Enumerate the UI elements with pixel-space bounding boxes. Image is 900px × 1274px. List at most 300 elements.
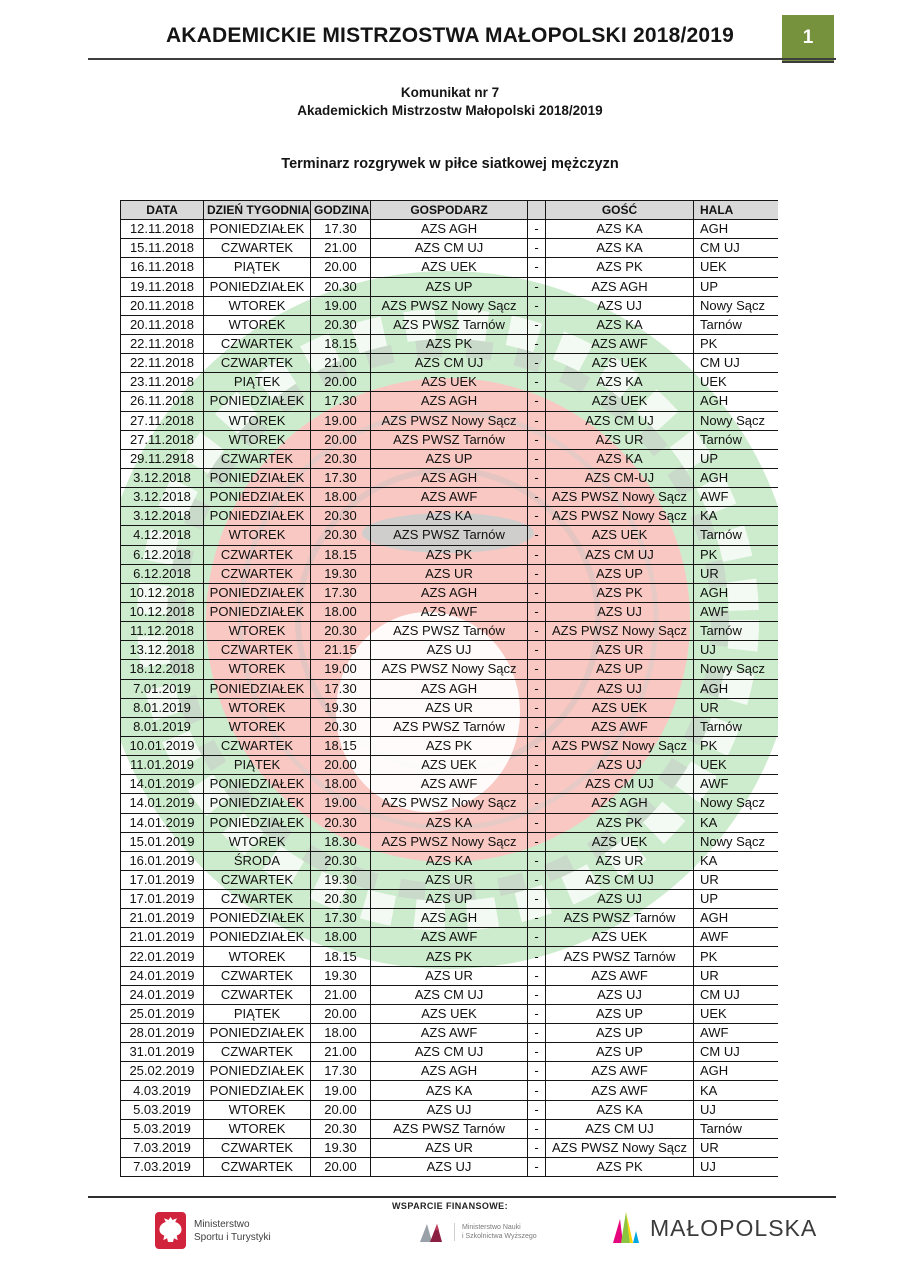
host-cell: AZS PK [371,947,528,966]
subtitle-line-2: Akademickich Mistrzostw Małopolski 2018/2019 [297,103,603,118]
table-row [121,966,779,985]
hall-cell: AGH [694,220,779,239]
day-cell: WTOREK [204,1119,311,1138]
poland-eagle-icon [155,1212,186,1249]
table-row [121,296,779,315]
date-cell: 16.11.2018 [121,258,204,277]
time-cell: 20.00 [311,373,371,392]
time-cell: 18.15 [311,947,371,966]
hall-cell: UR [694,564,779,583]
hall-cell: AGH [694,679,779,698]
guest-cell: AZS AWF [546,1062,694,1081]
host-cell: AZS UEK [371,756,528,775]
guest-cell: AZS UJ [546,985,694,1004]
separator-cell: - [528,890,546,909]
table-row [121,411,779,430]
hall-cell: UR [694,1138,779,1157]
time-cell: 20.30 [311,622,371,641]
time-cell: 19.30 [311,966,371,985]
table-row [121,832,779,851]
separator-cell: - [528,526,546,545]
date-cell: 20.11.2018 [121,296,204,315]
guest-cell: AZS UP [546,564,694,583]
hall-cell: UEK [694,258,779,277]
day-cell: PONIEDZIAŁEK [204,775,311,794]
day-cell: CZWARTEK [204,449,311,468]
separator-cell: - [528,832,546,851]
hall-cell: UJ [694,1158,779,1177]
time-cell: 18.00 [311,928,371,947]
date-cell: 14.01.2019 [121,813,204,832]
host-cell: AZS UR [371,564,528,583]
hall-cell: AWF [694,1024,779,1043]
page-title: AKADEMICKIE MISTRZOSTWA MAŁOPOLSKI 2018/2019 [165,24,735,47]
schedule-table [120,200,778,1177]
separator-cell: - [528,468,546,487]
day-cell: CZWARTEK [204,354,311,373]
guest-cell: AZS UJ [546,296,694,315]
day-cell: PONIEDZIAŁEK [204,507,311,526]
mnisw-n-icon [420,1222,446,1242]
ministry-sport-line1: Ministerstwo [194,1218,250,1230]
separator-cell: - [528,1138,546,1157]
table-row [121,258,779,277]
host-cell: AZS PWSZ Nowy Sącz [371,660,528,679]
guest-cell: AZS PWSZ Tarnów [546,909,694,928]
guest-cell: AZS AWF [546,1081,694,1100]
guest-cell: AZS UEK [546,392,694,411]
separator-cell: - [528,564,546,583]
time-cell: 18.15 [311,334,371,353]
hall-cell: KA [694,1081,779,1100]
time-cell: 21.15 [311,641,371,660]
time-cell: 19.30 [311,698,371,717]
time-cell: 21.00 [311,354,371,373]
time-cell: 17.30 [311,392,371,411]
hall-cell: AWF [694,488,779,507]
table-row [121,909,779,928]
guest-cell: AZS AGH [546,794,694,813]
host-cell: AZS AGH [371,909,528,928]
hall-cell: CM UJ [694,239,779,258]
malopolska-m-icon [612,1211,642,1245]
host-cell: AZS AWF [371,488,528,507]
hall-cell: AGH [694,468,779,487]
date-cell: 14.01.2019 [121,794,204,813]
guest-cell: AZS AGH [546,277,694,296]
separator-cell: - [528,354,546,373]
table-row [121,334,779,353]
separator-cell: - [528,449,546,468]
table-row [121,1158,779,1177]
separator-cell: - [528,334,546,353]
time-cell: 19.00 [311,296,371,315]
column-header-gospodarz: GOSPODARZ [371,201,528,220]
date-cell: 5.03.2019 [121,1100,204,1119]
separator-cell: - [528,641,546,660]
ministry-science-line2: i Szkolnictwa Wyższego [462,1233,537,1240]
date-cell: 4.03.2019 [121,1081,204,1100]
time-cell: 20.30 [311,526,371,545]
malopolska-label: MAŁOPOLSKA [650,1214,818,1241]
ministry-science-logo [420,1222,537,1242]
guest-cell: AZS PK [546,583,694,602]
host-cell: AZS PWSZ Tarnów [371,430,528,449]
separator-cell: - [528,1043,546,1062]
host-cell: AZS PK [371,334,528,353]
table-row [121,1081,779,1100]
host-cell: AZS PWSZ Nowy Sącz [371,296,528,315]
time-cell: 20.30 [311,315,371,334]
guest-cell: AZS PWSZ Tarnów [546,947,694,966]
separator-cell: - [528,985,546,1004]
separator-cell: - [528,928,546,947]
subtitle-line-1: Komunikat nr 7 [400,85,500,100]
time-cell: 17.30 [311,679,371,698]
day-cell: WTOREK [204,698,311,717]
guest-cell: AZS UEK [546,354,694,373]
table-row [121,373,779,392]
separator-cell: - [528,488,546,507]
day-cell: CZWARTEK [204,641,311,660]
hall-cell: PK [694,545,779,564]
separator-cell: - [528,736,546,755]
guest-cell: AZS UR [546,851,694,870]
time-cell: 19.30 [311,1138,371,1157]
day-cell: CZWARTEK [204,966,311,985]
guest-cell: AZS KA [546,373,694,392]
separator-cell: - [528,622,546,641]
day-cell: PIĄTEK [204,756,311,775]
separator-cell: - [528,775,546,794]
day-cell: PONIEDZIAŁEK [204,1024,311,1043]
hall-cell: Nowy Sącz [694,794,779,813]
guest-cell: AZS UP [546,1024,694,1043]
day-cell: PONIEDZIAŁEK [204,679,311,698]
time-cell: 21.00 [311,985,371,1004]
table-row [121,545,779,564]
ministry-science-label [454,1223,537,1241]
host-cell: AZS UJ [371,641,528,660]
host-cell: AZS AGH [371,392,528,411]
separator-cell: - [528,258,546,277]
schedule-table-region [120,200,778,1178]
hall-cell: PK [694,947,779,966]
table-row [121,813,779,832]
host-cell: AZS AWF [371,602,528,621]
host-cell: AZS UP [371,277,528,296]
time-cell: 21.00 [311,239,371,258]
host-cell: AZS UEK [371,258,528,277]
host-cell: AZS UEK [371,373,528,392]
time-cell: 20.30 [311,813,371,832]
guest-cell: AZS KA [546,315,694,334]
hall-cell: AGH [694,583,779,602]
time-cell: 17.30 [311,909,371,928]
guest-cell: AZS PWSZ Nowy Sącz [546,488,694,507]
host-cell: AZS PWSZ Tarnów [371,1119,528,1138]
table-row [121,354,779,373]
table-row [121,1119,779,1138]
hall-cell: KA [694,507,779,526]
host-cell: AZS AGH [371,220,528,239]
date-cell: 18.12.2018 [121,660,204,679]
host-cell: AZS UR [371,966,528,985]
host-cell: AZS AWF [371,1024,528,1043]
separator-cell: - [528,660,546,679]
date-cell: 20.11.2018 [121,315,204,334]
time-cell: 20.30 [311,277,371,296]
guest-cell: AZS UEK [546,928,694,947]
day-cell: PIĄTEK [204,258,311,277]
column-header-separator [528,201,546,220]
separator-cell: - [528,1158,546,1177]
date-cell: 4.12.2018 [121,526,204,545]
time-cell: 20.30 [311,851,371,870]
time-cell: 20.30 [311,507,371,526]
separator-cell: - [528,277,546,296]
day-cell: CZWARTEK [204,736,311,755]
date-cell: 11.01.2019 [121,756,204,775]
separator-cell: - [528,373,546,392]
separator-cell: - [528,1024,546,1043]
table-row [121,277,779,296]
time-cell: 20.30 [311,890,371,909]
time-cell: 20.00 [311,1100,371,1119]
separator-cell: - [528,296,546,315]
date-cell: 7.01.2019 [121,679,204,698]
time-cell: 19.00 [311,411,371,430]
hall-cell: UR [694,698,779,717]
table-row [121,756,779,775]
guest-cell: AZS CM-UJ [546,468,694,487]
table-row [121,851,779,870]
footer-divider [88,1196,836,1198]
date-cell: 25.01.2019 [121,1004,204,1023]
table-row [121,717,779,736]
time-cell: 20.30 [311,717,371,736]
guest-cell: AZS CM UJ [546,411,694,430]
guest-cell: AZS UR [546,641,694,660]
host-cell: AZS KA [371,851,528,870]
time-cell: 21.00 [311,1043,371,1062]
host-cell: AZS KA [371,1081,528,1100]
hall-cell: Tarnów [694,717,779,736]
separator-cell: - [528,909,546,928]
separator-cell: - [528,1004,546,1023]
section-title: Terminarz rozgrywek w piłce siatkowej mężczyzn [281,156,619,172]
date-cell: 15.11.2018 [121,239,204,258]
guest-cell: AZS KA [546,1100,694,1119]
table-row [121,430,779,449]
time-cell: 18.15 [311,736,371,755]
table-row [121,775,779,794]
date-cell: 24.01.2019 [121,966,204,985]
separator-cell: - [528,756,546,775]
hall-cell: CM UJ [694,1043,779,1062]
separator-cell: - [528,1119,546,1138]
day-cell: PONIEDZIAŁEK [204,468,311,487]
guest-cell: AZS KA [546,449,694,468]
hall-cell: UJ [694,1100,779,1119]
day-cell: WTOREK [204,296,311,315]
day-cell: CZWARTEK [204,985,311,1004]
hall-cell: Tarnów [694,315,779,334]
day-cell: WTOREK [204,947,311,966]
guest-cell: AZS UJ [546,756,694,775]
guest-cell: AZS CM UJ [546,1119,694,1138]
date-cell: 22.01.2019 [121,947,204,966]
day-cell: PONIEDZIAŁEK [204,813,311,832]
time-cell: 20.00 [311,756,371,775]
host-cell: AZS UR [371,870,528,889]
hall-cell: UEK [694,1004,779,1023]
separator-cell: - [528,1081,546,1100]
time-cell: 18.30 [311,832,371,851]
date-cell: 17.01.2019 [121,890,204,909]
guest-cell: AZS UJ [546,602,694,621]
date-cell: 8.01.2019 [121,717,204,736]
guest-cell: AZS PWSZ Nowy Sącz [546,622,694,641]
hall-cell: CM UJ [694,354,779,373]
day-cell: WTOREK [204,660,311,679]
column-header-godzina: GODZINA [311,201,371,220]
hall-cell: UP [694,449,779,468]
time-cell: 19.00 [311,1081,371,1100]
table-row [121,583,779,602]
table-row [121,488,779,507]
date-cell: 31.01.2019 [121,1043,204,1062]
day-cell: WTOREK [204,1100,311,1119]
host-cell: AZS PWSZ Nowy Sącz [371,832,528,851]
host-cell: AZS CM UJ [371,1043,528,1062]
hall-cell: Tarnów [694,526,779,545]
guest-cell: AZS UEK [546,698,694,717]
table-header-row [121,201,779,220]
day-cell: PIĄTEK [204,373,311,392]
separator-cell: - [528,679,546,698]
time-cell: 17.30 [311,583,371,602]
host-cell: AZS UR [371,1138,528,1157]
day-cell: CZWARTEK [204,1138,311,1157]
guest-cell: AZS UJ [546,679,694,698]
subtitle [0,84,900,120]
table-row [121,641,779,660]
date-cell: 10.01.2019 [121,736,204,755]
separator-cell: - [528,315,546,334]
time-cell: 20.30 [311,449,371,468]
guest-cell: AZS UP [546,1004,694,1023]
hall-cell: AGH [694,392,779,411]
date-cell: 27.11.2018 [121,430,204,449]
hall-cell: Nowy Sącz [694,411,779,430]
column-header-hala: HALA [694,201,779,220]
host-cell: AZS UP [371,449,528,468]
table-row [121,794,779,813]
ministry-sport-line2: Sportu i Turystyki [194,1231,271,1243]
guest-cell: AZS CM UJ [546,870,694,889]
table-row [121,1004,779,1023]
day-cell: PONIEDZIAŁEK [204,277,311,296]
guest-cell: AZS PWSZ Nowy Sącz [546,507,694,526]
day-cell: WTOREK [204,526,311,545]
time-cell: 18.00 [311,602,371,621]
day-cell: PONIEDZIAŁEK [204,488,311,507]
guest-cell: AZS UR [546,430,694,449]
date-cell: 10.12.2018 [121,602,204,621]
day-cell: WTOREK [204,832,311,851]
separator-cell: - [528,411,546,430]
day-cell: PONIEDZIAŁEK [204,794,311,813]
guest-cell: AZS UJ [546,890,694,909]
date-cell: 11.12.2018 [121,622,204,641]
host-cell: AZS KA [371,813,528,832]
day-cell: PONIEDZIAŁEK [204,220,311,239]
date-cell: 3.12.2018 [121,468,204,487]
date-cell: 28.01.2019 [121,1024,204,1043]
host-cell: AZS AGH [371,583,528,602]
day-cell: WTOREK [204,717,311,736]
host-cell: AZS PK [371,736,528,755]
separator-cell: - [528,545,546,564]
host-cell: AZS AWF [371,775,528,794]
date-cell: 5.03.2019 [121,1119,204,1138]
table-row [121,622,779,641]
guest-cell: AZS AWF [546,717,694,736]
time-cell: 20.30 [311,1119,371,1138]
host-cell: AZS AWF [371,928,528,947]
separator-cell: - [528,947,546,966]
date-cell: 23.11.2018 [121,373,204,392]
date-cell: 29.11.2918 [121,449,204,468]
day-cell: WTOREK [204,315,311,334]
table-row [121,870,779,889]
date-cell: 17.01.2019 [121,870,204,889]
hall-cell: Tarnów [694,430,779,449]
day-cell: CZWARTEK [204,239,311,258]
table-row [121,679,779,698]
table-row [121,1043,779,1062]
separator-cell: - [528,583,546,602]
time-cell: 19.00 [311,660,371,679]
hall-cell: KA [694,851,779,870]
separator-cell: - [528,239,546,258]
date-cell: 12.11.2018 [121,220,204,239]
hall-cell: Nowy Sącz [694,296,779,315]
table-row [121,468,779,487]
time-cell: 18.00 [311,775,371,794]
host-cell: AZS AGH [371,468,528,487]
host-cell: AZS CM UJ [371,354,528,373]
host-cell: AZS UJ [371,1100,528,1119]
time-cell: 20.00 [311,430,371,449]
malopolska-logo [612,1211,817,1245]
hall-cell: UP [694,277,779,296]
day-cell: CZWARTEK [204,1043,311,1062]
date-cell: 3.12.2018 [121,507,204,526]
hall-cell: Nowy Sącz [694,832,779,851]
date-cell: 6.12.2018 [121,564,204,583]
hall-cell: UR [694,870,779,889]
time-cell: 18.00 [311,488,371,507]
schedule-table-body [121,220,779,1177]
date-cell: 15.01.2019 [121,832,204,851]
host-cell: AZS AGH [371,1062,528,1081]
time-cell: 19.00 [311,794,371,813]
guest-cell: AZS PWSZ Nowy Sącz [546,1138,694,1157]
table-row [121,985,779,1004]
date-cell: 13.12.2018 [121,641,204,660]
